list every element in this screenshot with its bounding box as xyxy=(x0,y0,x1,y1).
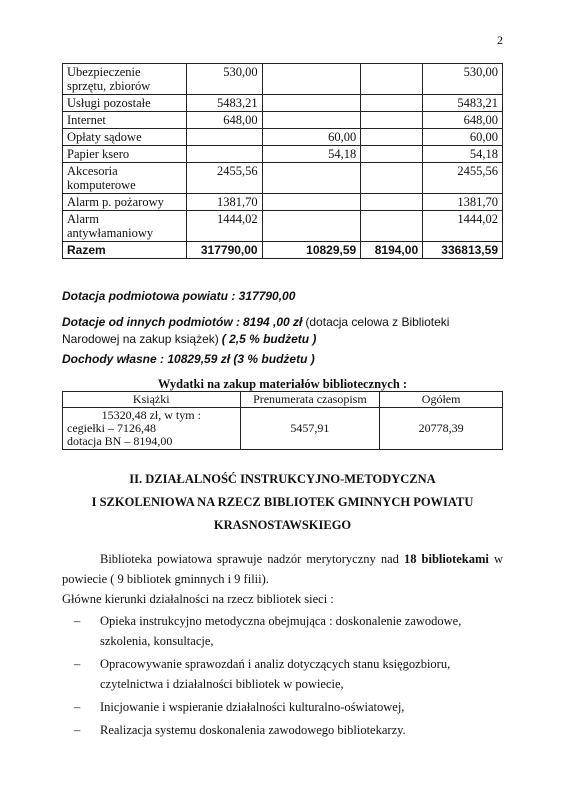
books-line: cegiełki – 7126,48 xyxy=(67,421,156,435)
row-value: 8194,00 xyxy=(361,242,423,259)
section-heading-line: KRASNOSTAWSKIEGO xyxy=(213,518,352,532)
list-item-text: Realizacja systemu doskonalenia zawodowego bibliotekarzy. xyxy=(100,723,406,737)
row-value: 648,00 xyxy=(423,112,503,129)
dash-bullet: – xyxy=(74,614,81,628)
row-value: 2455,56 xyxy=(423,163,503,194)
row-value xyxy=(262,64,361,95)
total-row xyxy=(63,242,503,259)
row-label: Akcesoria komputerowe xyxy=(63,163,187,194)
row-value: 1444,02 xyxy=(423,211,503,242)
dash-bullet: – xyxy=(74,723,81,737)
list-item-text: Inicjowanie i wspieranie działalności kulturalno-oświatowej, xyxy=(100,700,405,714)
list-item xyxy=(62,611,503,651)
books-line: dotacja BN – 8194,00 xyxy=(67,434,173,448)
row-value xyxy=(361,64,423,95)
row-value xyxy=(186,146,262,163)
row-value: 336813,59 xyxy=(423,242,503,259)
row-value: 317790,00 xyxy=(186,242,262,259)
row-value xyxy=(186,129,262,146)
row-label: Usługi pozostałe xyxy=(63,95,187,112)
row-value: 60,00 xyxy=(423,129,503,146)
list-item xyxy=(62,697,503,717)
row-value xyxy=(361,95,423,112)
row-value: 60,00 xyxy=(262,129,361,146)
directions-intro: Główne kierunki działalności na rzecz bibliotek sieci : xyxy=(62,592,334,606)
other-subsidy-note: (dotacja celowa z Biblioteki Narodowej na zakup książek) xyxy=(62,315,450,346)
dash-bullet: – xyxy=(74,657,81,671)
other-subsidy-label: Dotacje od innych podmiotów : xyxy=(62,315,240,329)
purchases-periodicals-value: 5457,91 xyxy=(240,408,380,450)
paragraph-text: w powiecie ( 9 bibliotek gminnych i 9 filii). xyxy=(62,552,504,586)
table-row xyxy=(63,194,503,211)
list-item-text: Opracowywanie sprawozdań i analiz dotyczących stanu księgozbioru, czytelnictwa i działalności bibliotek w powiecie, xyxy=(100,657,451,691)
purchases-title: Wydatki na zakup materiałów bibliotecznych : xyxy=(157,377,408,391)
row-value xyxy=(361,194,423,211)
subsidy-line: Dotacja podmiotowa powiatu : 317790,00 xyxy=(62,289,296,303)
budget-table xyxy=(62,63,503,259)
purchases-header-total: Ogółem xyxy=(380,392,503,408)
purchases-books-cell xyxy=(63,408,241,450)
table-row xyxy=(63,211,503,242)
row-value: 54,18 xyxy=(423,146,503,163)
row-label: Ubezpieczenie sprzętu, zbiorów xyxy=(63,64,187,95)
purchases-total-value: 20778,39 xyxy=(380,408,503,450)
row-value: 648,00 xyxy=(186,112,262,129)
table-row xyxy=(63,64,503,95)
row-value xyxy=(361,129,423,146)
row-value: 1444,02 xyxy=(186,211,262,242)
row-value xyxy=(262,211,361,242)
section-heading-line: II. DZIAŁALNOŚĆ INSTRUKCYJNO-METODYCZNA xyxy=(129,472,436,486)
row-value xyxy=(262,95,361,112)
table-row xyxy=(63,129,503,146)
row-value xyxy=(361,146,423,163)
other-subsidy-amount: 8194 ,00 zł xyxy=(243,315,303,329)
row-label: Internet xyxy=(63,112,187,129)
row-value: 5483,21 xyxy=(186,95,262,112)
books-line: 15320,48 zł, w tym : xyxy=(101,408,201,422)
list-item-text: Opieka instrukcyjno metodyczna obejmująca : doskonalenie zawodowe, szkolenia, konsultacje, xyxy=(100,614,462,648)
paragraph-bold: 18 bibliotekami xyxy=(403,552,489,566)
purchases-header-periodicals: Prenumerata czasopism xyxy=(240,392,380,408)
table-row xyxy=(63,112,503,129)
row-value: 54,18 xyxy=(262,146,361,163)
row-label: Papier ksero xyxy=(63,146,187,163)
row-label: Opłaty sądowe xyxy=(63,129,187,146)
list-item xyxy=(62,654,503,694)
purchases-header-books: Książki xyxy=(63,392,241,408)
row-label: Alarm p. pożarowy xyxy=(63,194,187,211)
row-value xyxy=(262,163,361,194)
table-row xyxy=(63,146,503,163)
row-value xyxy=(361,163,423,194)
section-heading xyxy=(62,468,503,537)
row-value: 10829,59 xyxy=(262,242,361,259)
paragraph-text: Biblioteka powiatowa sprawuje nadzór merytoryczny nad xyxy=(100,552,399,566)
row-value: 530,00 xyxy=(423,64,503,95)
directions-list xyxy=(62,611,503,743)
page-number: 2 xyxy=(497,33,503,47)
row-value xyxy=(262,112,361,129)
row-label: Alarm antywłamaniowy xyxy=(63,211,187,242)
network-paragraph xyxy=(62,549,503,589)
dash-bullet: – xyxy=(74,700,81,714)
row-value: 2455,56 xyxy=(186,163,262,194)
other-subsidy-percent: ( 2,5 % budżetu ) xyxy=(221,332,317,346)
row-value xyxy=(361,112,423,129)
table-row xyxy=(63,163,503,194)
list-item xyxy=(62,720,503,740)
row-value xyxy=(361,211,423,242)
purchases-table xyxy=(62,391,503,450)
row-value: 1381,70 xyxy=(423,194,503,211)
other-subsidy-paragraph xyxy=(62,314,503,348)
section-heading-line: I SZKOLENIOWA NA RZECZ BIBLIOTEK GMINNYCH POWIATU xyxy=(91,495,474,509)
row-label: Razem xyxy=(63,242,187,259)
table-row xyxy=(63,95,503,112)
row-value: 530,00 xyxy=(186,64,262,95)
row-value xyxy=(262,194,361,211)
row-value: 5483,21 xyxy=(423,95,503,112)
own-income-line: Dochody własne : 10829,59 zł (3 % budżetu ) xyxy=(62,352,315,366)
row-value: 1381,70 xyxy=(186,194,262,211)
